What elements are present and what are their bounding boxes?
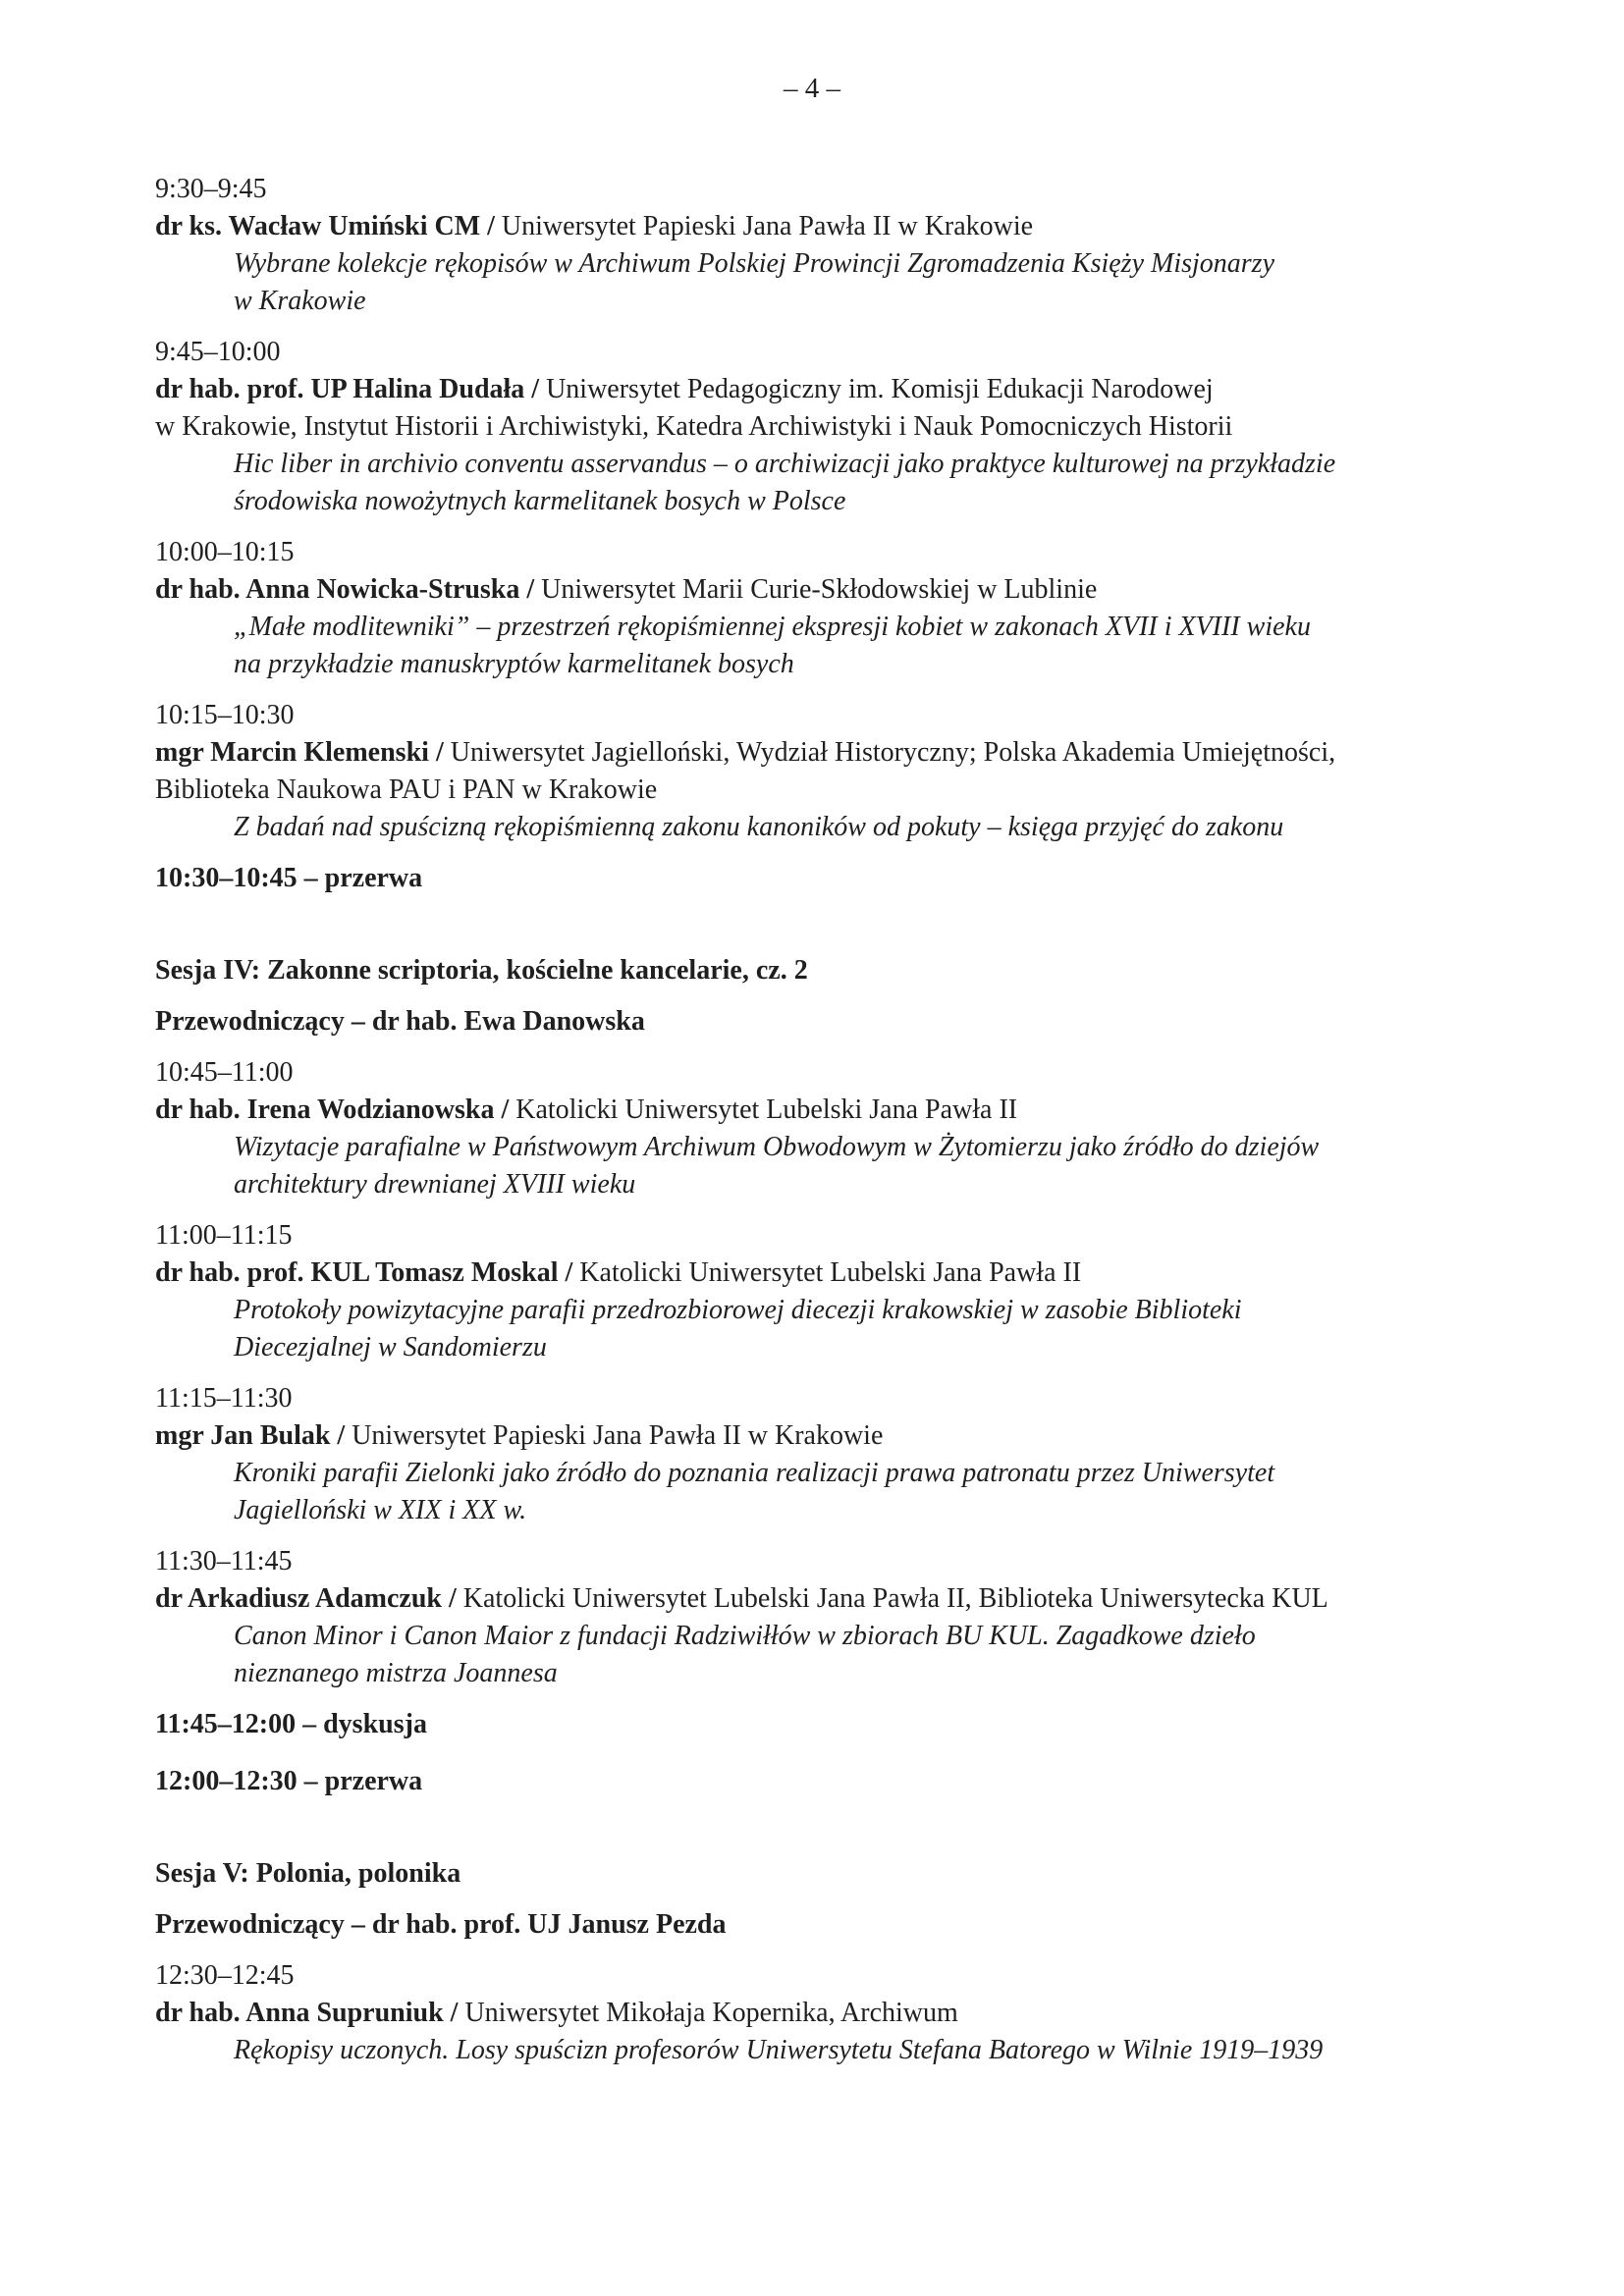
- entry-speaker: [155, 208, 1490, 245]
- programme-entry: [155, 1380, 1490, 1529]
- talk-title-line: architektury drewnianej XVIII wieku: [234, 1169, 636, 1200]
- programme-entry: [155, 1054, 1490, 1203]
- session-4-title: Sesja IV: Zakonne scriptoria, kościelne kancelarie, cz. 2: [155, 955, 808, 986]
- entries-group-b: [155, 1054, 1490, 1692]
- speaker-affiliation: Katolicki Uniwersytet Lubelski Jana Pawła II, Biblioteka Uniwersytecka KUL: [462, 1583, 1328, 1614]
- entry-speaker: [155, 1417, 1490, 1455]
- entry-time: 11:15–11:30: [155, 1383, 293, 1414]
- programme-entry: [155, 1957, 1490, 2069]
- entry-time: 9:30–9:45: [155, 174, 267, 204]
- talk-title-line: Jagielloński w XIX i XX w.: [234, 1495, 527, 1525]
- session-5-chair: Przewodniczący – dr hab. prof. UJ Janusz Pezda: [155, 1909, 727, 1940]
- speaker-separator: /: [519, 574, 542, 605]
- speaker-separator: /: [558, 1257, 580, 1288]
- speaker-affiliation: Uniwersytet Pedagogiczny im. Komisji Edukacji Narodowej: [546, 374, 1214, 404]
- speaker-separator: /: [428, 737, 451, 768]
- entry-speaker: [155, 571, 1490, 609]
- speaker-affiliation: Uniwersytet Marii Curie-Skłodowskiej w Lublinie: [541, 574, 1098, 605]
- break-1: 10:30–10:45 – przerwa: [155, 863, 423, 893]
- speaker-name: dr hab. Anna Supruniuk: [155, 1998, 444, 2028]
- talk-title-line: Wizytacje parafialne w Państwowym Archiwum Obwodowym w Żytomierzu jako źródło do dziejów: [234, 1132, 1320, 1162]
- entry-speaker: [155, 734, 1490, 809]
- speaker-affiliation: Uniwersytet Jagielloński, Wydział Historyczny; Polska Akademia Umiejętności,: [450, 737, 1336, 768]
- entry-time: 11:30–11:45: [155, 1546, 293, 1576]
- talk-title-line: nieznanego mistrza Joannesa: [234, 1658, 558, 1688]
- entry-speaker: [155, 1255, 1490, 1292]
- programme-content: [155, 171, 1490, 2083]
- programme-entry: [155, 697, 1490, 846]
- page-number: – 4 –: [784, 73, 840, 104]
- programme-entry: [155, 534, 1490, 683]
- entry-time: 10:00–10:15: [155, 537, 295, 567]
- speaker-separator: /: [442, 1583, 463, 1614]
- session-5-title: Sesja V: Polonia, polonika: [155, 1858, 461, 1889]
- entry-time: 10:45–11:00: [155, 1057, 294, 1088]
- speaker-name: dr hab. Anna Nowicka-Struska: [155, 574, 520, 605]
- speaker-name: dr hab. prof. UP Halina Dudała: [155, 374, 525, 404]
- talk-title-line: Protokoły powizytacyjne parafii przedrozbiorowej diecezji krakowskiej w zasobie Biblioteki: [234, 1295, 1242, 1325]
- talk-title-line: „Małe modlitewniki” – przestrzeń rękopiśmiennej ekspresji kobiet w zakonach XVII i XVIII wieku: [234, 612, 1311, 642]
- break-2: 12:00–12:30 – przerwa: [155, 1766, 423, 1796]
- talk-title-line: Hic liber in archivio conventu asservandus – o archiwizacji jako praktyce kulturowej na przykładzie: [234, 449, 1336, 479]
- speaker-separator: /: [443, 1998, 465, 2028]
- entry-time: 10:15–10:30: [155, 700, 295, 730]
- speaker-affiliation: Uniwersytet Mikołaja Kopernika, Archiwum: [464, 1998, 958, 2028]
- speaker-affiliation: Katolicki Uniwersytet Lubelski Jana Pawła II: [579, 1257, 1082, 1288]
- talk-title-line: Kroniki parafii Zielonki jako źródło do poznania realizacji prawa patronatu przez Uniwersytet: [234, 1458, 1275, 1488]
- entry-speaker: [155, 1995, 1490, 2032]
- discussion: 11:45–12:00 – dyskusja: [155, 1709, 427, 1739]
- entry-speaker: [155, 371, 1490, 446]
- programme-entry: [155, 171, 1490, 320]
- talk-title-line: Diecezjalnej w Sandomierzu: [234, 1332, 547, 1362]
- speaker-name: dr ks. Wacław Umiński CM: [155, 211, 481, 241]
- entry-time: 9:45–10:00: [155, 337, 281, 367]
- session-4-chair: Przewodniczący – dr hab. Ewa Danowska: [155, 1006, 645, 1037]
- speaker-separator: /: [330, 1420, 352, 1451]
- talk-title-line: Rękopisy uczonych. Losy spuścizn profesorów Uniwersytetu Stefana Batorego w Wilnie 1919–1939: [234, 2035, 1324, 2065]
- talk-title-line: środowiska nowożytnych karmelitanek bosych w Polsce: [234, 486, 846, 516]
- entry-speaker: [155, 1580, 1490, 1618]
- entry-time: 12:30–12:45: [155, 1960, 295, 1991]
- programme-entry: [155, 1217, 1490, 1366]
- speaker-name: dr Arkadiusz Adamczuk: [155, 1583, 442, 1614]
- talk-title-line: w Krakowie: [234, 286, 366, 316]
- entry-speaker: [155, 1092, 1490, 1129]
- speaker-name: mgr Marcin Klemenski: [155, 737, 429, 768]
- speaker-affiliation: Uniwersytet Papieski Jana Pawła II w Krakowie: [501, 211, 1034, 241]
- speaker-name: mgr Jan Bulak: [155, 1420, 331, 1451]
- talk-title-line: Canon Minor i Canon Maior z fundacji Radziwiłłów w zbiorach BU KUL. Zagadkowe dzieło: [234, 1621, 1256, 1651]
- programme-entry: [155, 334, 1490, 520]
- entry-time: 11:00–11:15: [155, 1220, 293, 1251]
- programme-entry: [155, 1543, 1490, 1692]
- entries-group-c: [155, 1957, 1490, 2069]
- talk-title-line: Z badań nad spuścizną rękopiśmienną zakonu kanoników od pokuty – księga przyjęć do zakonu: [234, 812, 1284, 842]
- speaker-affiliation: Uniwersytet Papieski Jana Pawła II w Krakowie: [352, 1420, 884, 1451]
- talk-title-line: na przykładzie manuskryptów karmelitanek bosych: [234, 649, 794, 679]
- speaker-affiliation: Katolicki Uniwersytet Lubelski Jana Pawła II: [515, 1095, 1018, 1125]
- speaker-affiliation: Biblioteka Naukowa PAU i PAN w Krakowie: [155, 774, 658, 805]
- speaker-name: dr hab. prof. KUL Tomasz Moskal: [155, 1257, 559, 1288]
- speaker-separator: /: [494, 1095, 516, 1125]
- speaker-separator: /: [480, 211, 502, 241]
- speaker-separator: /: [524, 374, 547, 404]
- entries-group-a: [155, 171, 1490, 846]
- talk-title-line: Wybrane kolekcje rękopisów w Archiwum Polskiej Prowincji Zgromadzenia Księży Misjonarzy: [234, 248, 1274, 279]
- speaker-affiliation: w Krakowie, Instytut Historii i Archiwistyki, Katedra Archiwistyki i Nauk Pomocniczych Historii: [155, 411, 1233, 442]
- speaker-name: dr hab. Irena Wodzianowska: [155, 1095, 495, 1125]
